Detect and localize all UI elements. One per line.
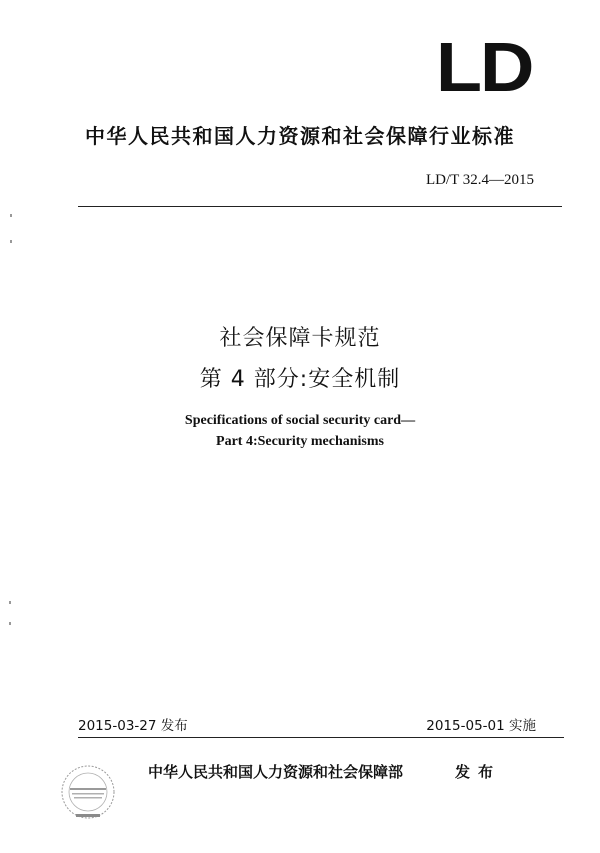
industry-standard-heading: 中华人民共和国人力资源和社会保障行业标准 (85, 124, 515, 148)
title-cn-part: 第 4 部分:安全机制 (199, 367, 401, 392)
title-cn-main: 社会保障卡规范 (219, 326, 381, 351)
standard-number: LD/T 32.4—2015 (425, 172, 534, 188)
issue-date: 2015-03-27 发布 (78, 718, 188, 734)
top-divider (78, 206, 562, 207)
scan-speck (10, 214, 12, 217)
publish-label: 发布 (455, 763, 502, 781)
publisher-name: 中华人民共和国人力资源和社会保障部 (148, 763, 404, 781)
scan-speck (9, 622, 11, 625)
implementation-date: 2015-05-01 实施 (426, 718, 536, 734)
watermark-stamp-icon (56, 762, 120, 826)
scan-speck (10, 240, 12, 243)
scan-speck (9, 601, 11, 604)
title-en-main: Specifications of social security card— (184, 413, 416, 428)
bottom-divider (78, 737, 564, 738)
title-en-part: Part 4:Security mechanisms (216, 434, 384, 449)
standard-logo: LD (435, 28, 532, 106)
